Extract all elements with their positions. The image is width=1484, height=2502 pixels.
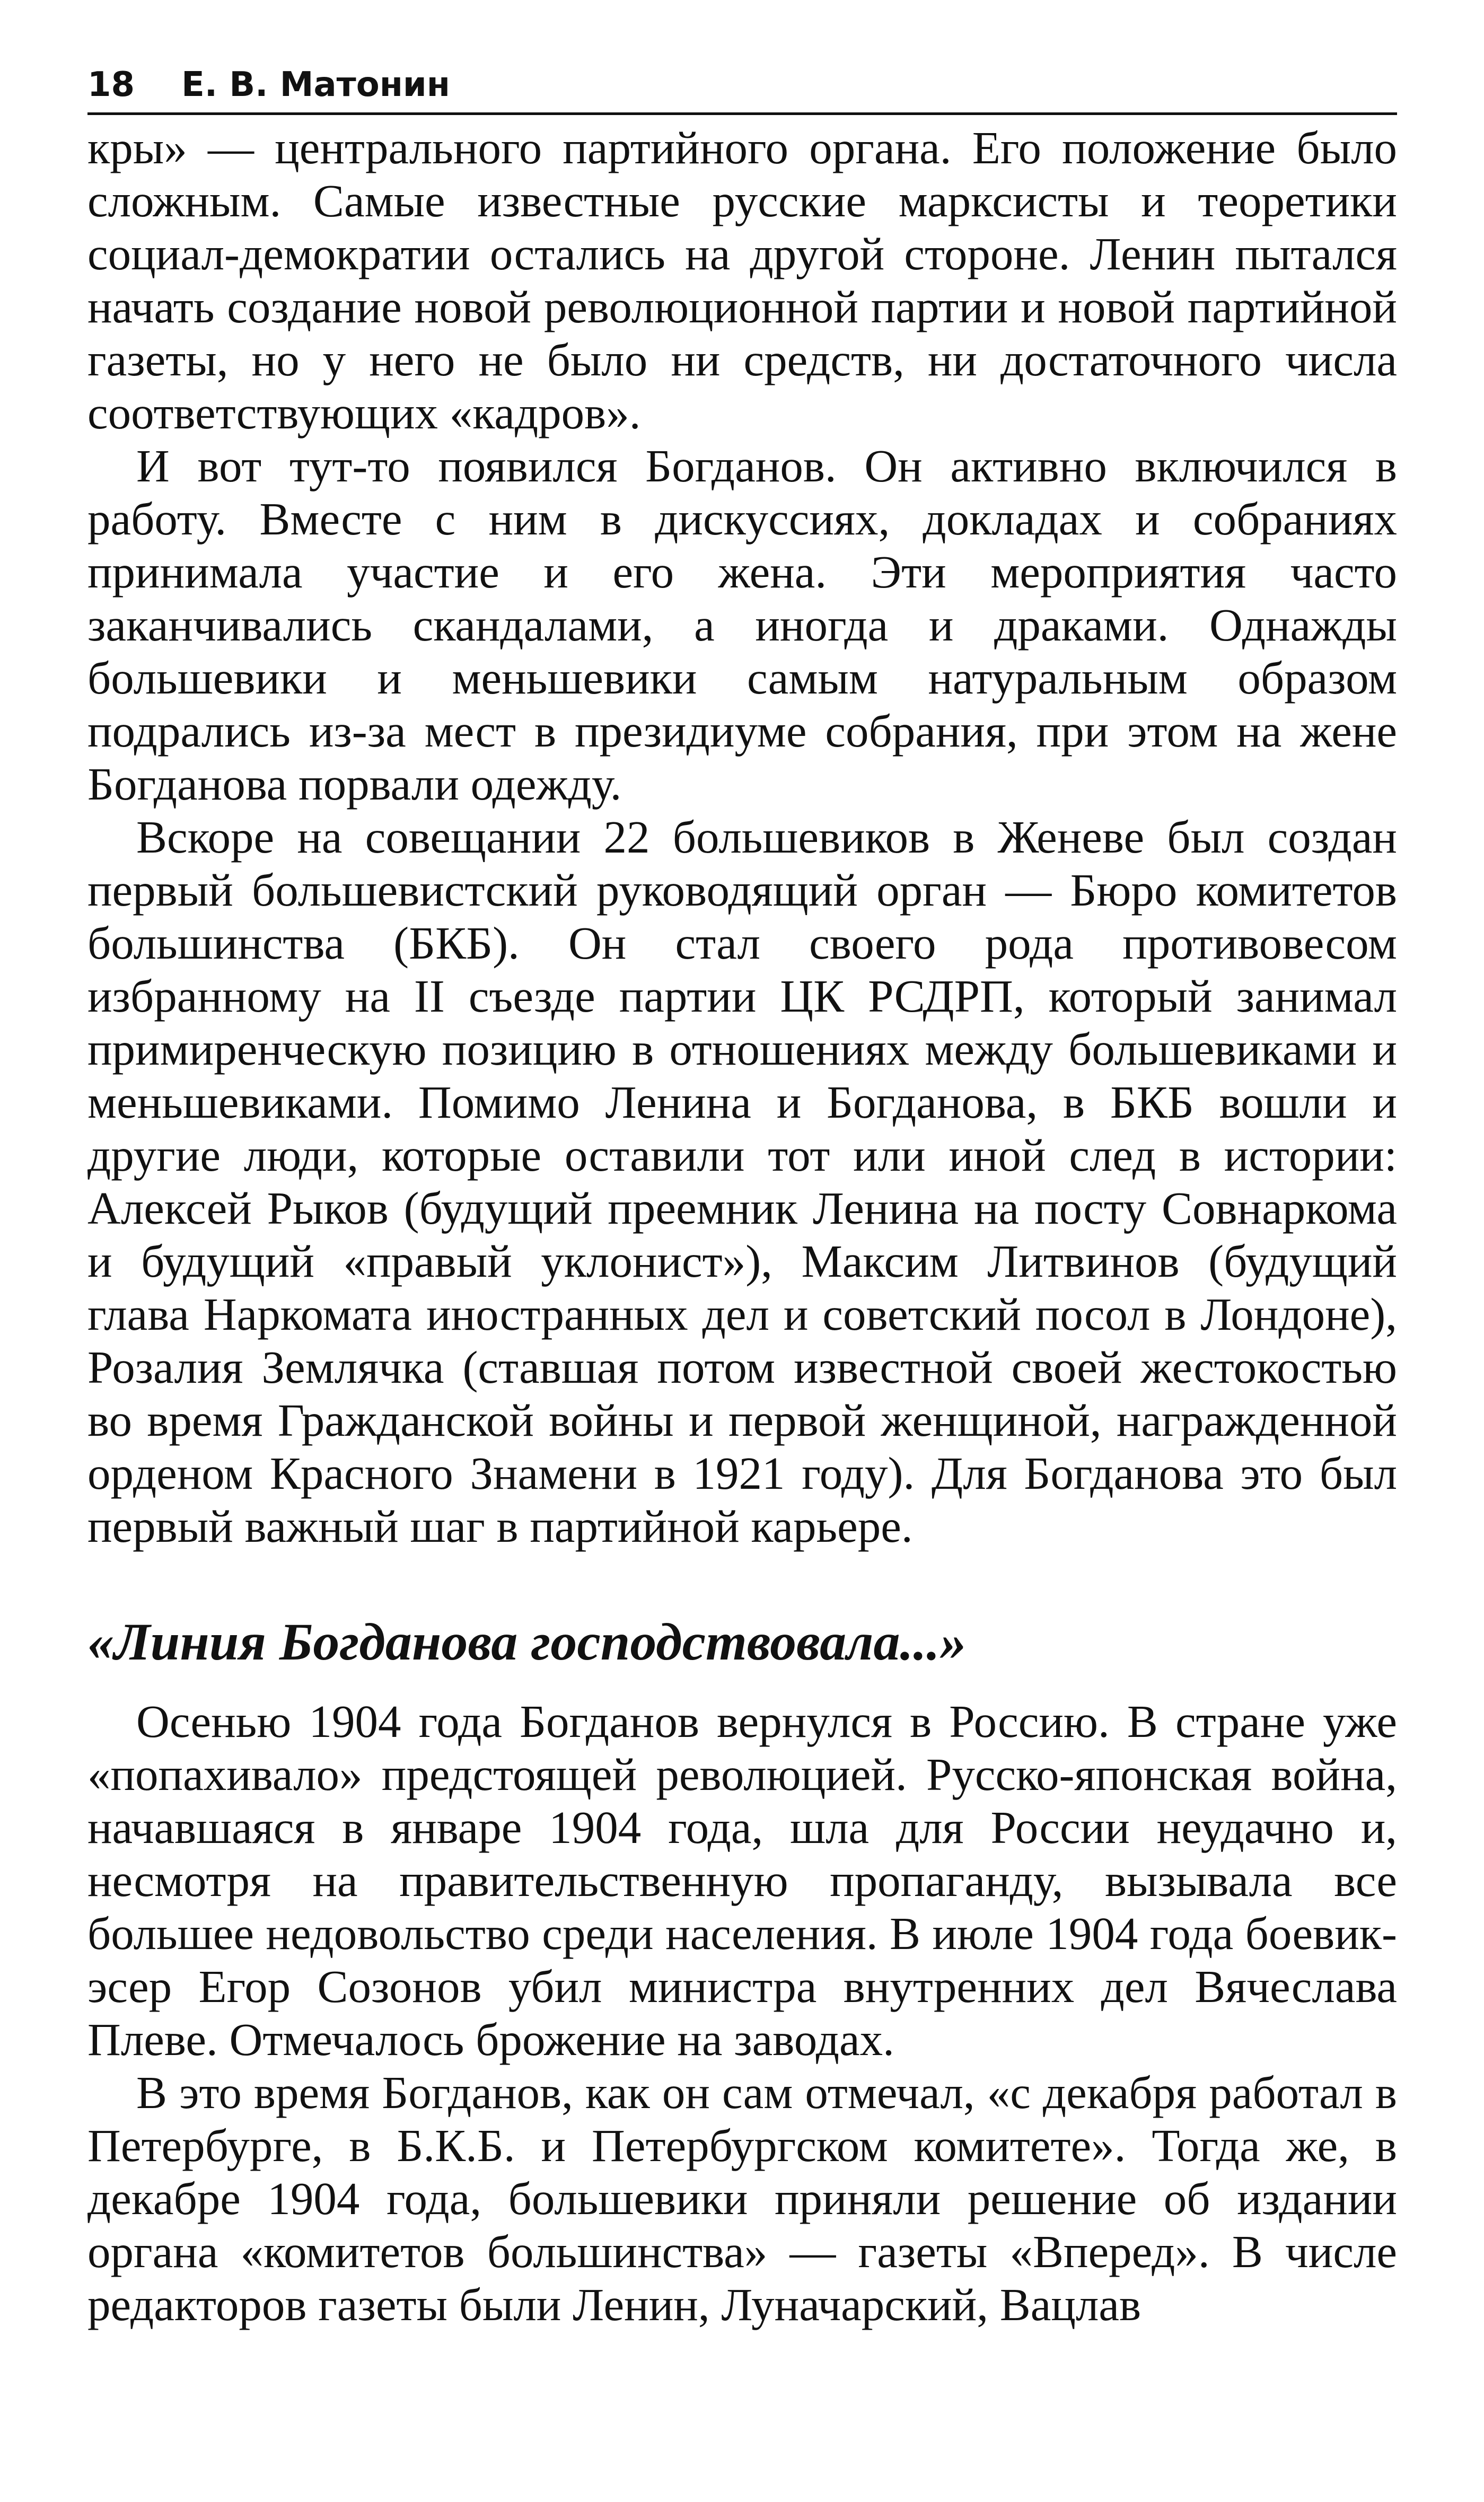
- section-heading: «Линия Богданова господствовала...»: [87, 1612, 967, 1671]
- paragraph-december-1904: В это время Богданов, как он сам отмечал, «с декабря работал в Петербурге, в Б.К.Б. и Петербургском комитете». Тогда же, в декабре 1904 года, большевики приняли решение об издании органа «комитетов большинства» — газеты «Вперед». В числе редакторов газеты были Ленин, Луначарский, Вацлав: [87, 2067, 1397, 2330]
- running-head: [87, 64, 1397, 115]
- paragraph-continuation: кры» — центрального партийного органа. Его положение было сложным. Самые известные русские марксисты и теоретики социал-демократии остались на другой стороне. Ленин пытался начать создание новой революционной партии и новой партийной газеты, но у него не было ни средств, ни достаточного числа соответствующих «кадров».: [87, 122, 1397, 438]
- book-page: [87, 64, 1397, 2331]
- paragraph-bkb-founded: Вскоре на совещании 22 большевиков в Женеве был создан первый большевистский руководящий орган — Бюро комитетов большинства (БКБ). Он стал своего рода противовесом избранному на II съезде партии ЦК РСДРП, который занимал примиренческую позицию в отношениях между большевиками и меньшевиками. Помимо Ленина и Богданова, в БКБ вошли и другие люди, которые оставили тот или иной след в истории: Алексей Рыков (будущий преемник Ленина на посту Совнаркома и будущий «правый уклонист»), Максим Литвинов (будущий глава Наркомата иностранных дел и советский посол в Лондоне), Розалия Землячка (ставшая потом известной своей жестокостью во время Гражданской войны и первой женщиной, награжденной орденом Красного Знамени в 1921 году). Для Богданова это был первый важный шаг в партийной карьере.: [87, 811, 1397, 1552]
- paragraph-bogdanov-appeared: И вот тут-то появился Богданов. Он активно включился в работу. Вместе с ним в дискуссиях, докладах и собраниях принимала участие и его жена. Эти мероприятия часто заканчивались скандалами, а иногда и драками. Однажды большевики и меньшевики самым натуральным образом подрались из-за мест в президиуме собрания, при этом на жене Богданова порвали одежду.: [87, 440, 1397, 810]
- paragraph-autumn-1904: Осенью 1904 года Богданов вернулся в Россию. В стране уже «попахивало» предстоящей революцией. Русско-японская война, начавшаяся в январе 1904 года, шла для России неудачно и, несмотря на правительственную пропаганду, вызывала все большее недовольство среди населения. В июле 1904 года боевик-эсер Егор Созонов убил министра внутренних дел Вячеслава Плеве. Отмечалось брожение на заводах.: [87, 1696, 1397, 2065]
- author-name: Е. В. Матонин: [181, 65, 450, 104]
- page-number: 18: [87, 65, 135, 104]
